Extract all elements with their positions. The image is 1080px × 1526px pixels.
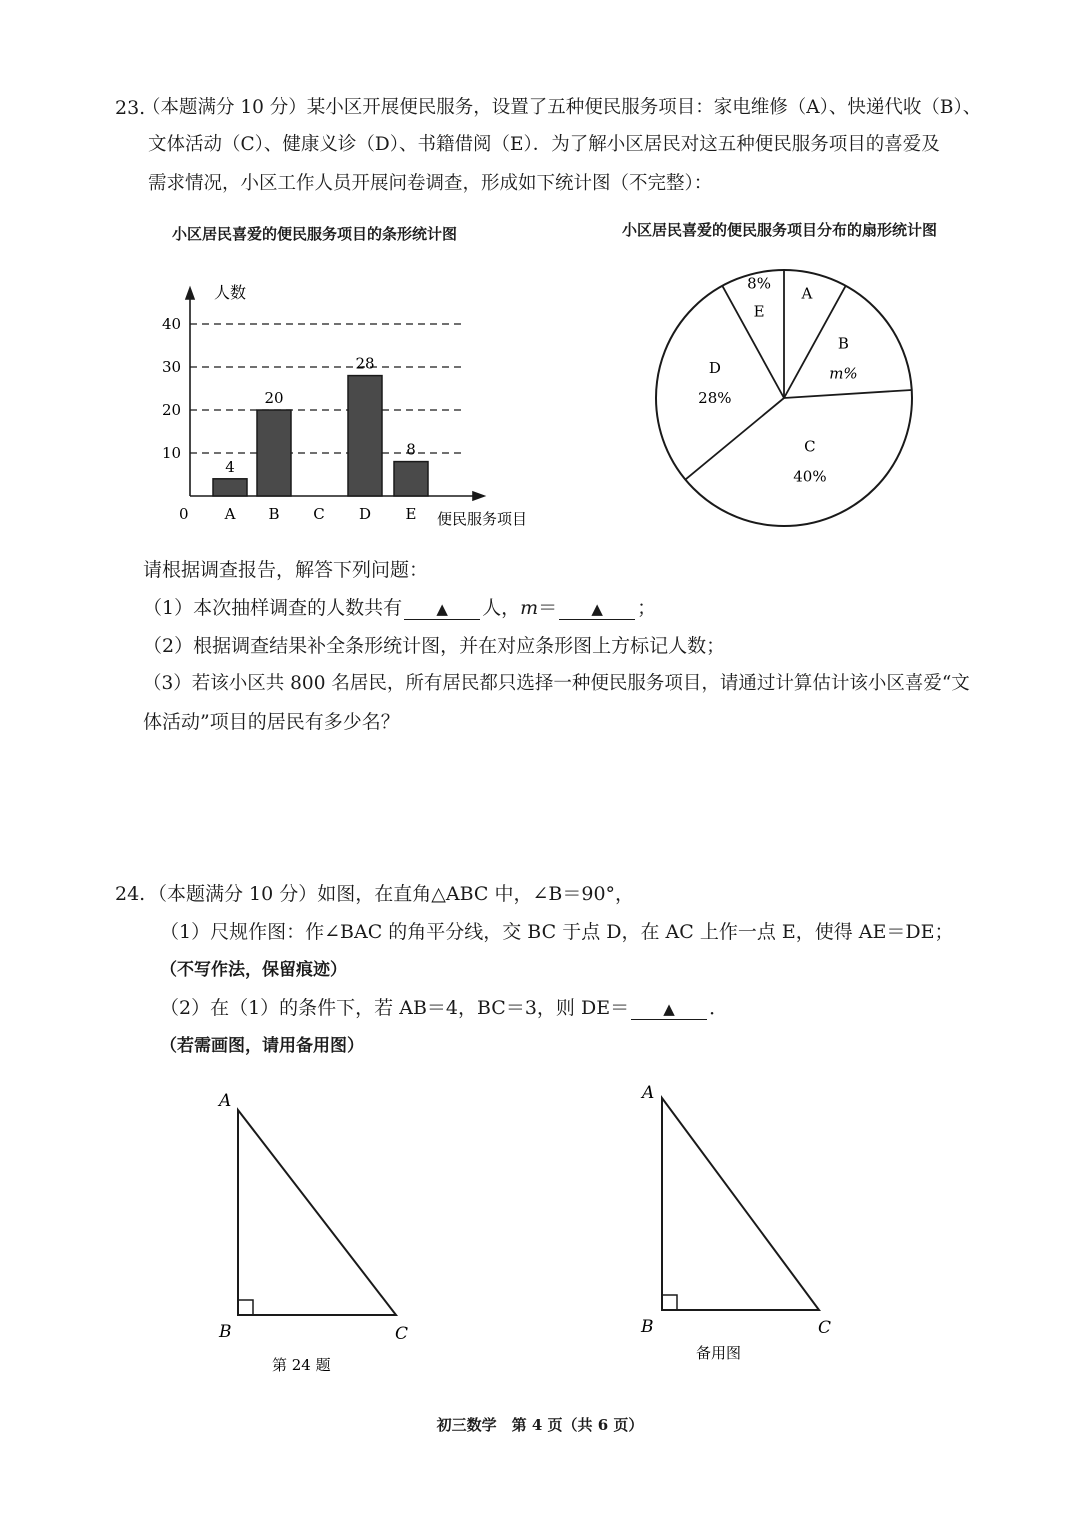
pie-label-A: A <box>801 284 813 303</box>
data-label-B: 20 <box>264 389 284 407</box>
right-angle-mark <box>238 1300 253 1315</box>
x-tick-label-B: B <box>268 505 280 523</box>
triangle-abc-spare <box>662 1098 819 1310</box>
q23-sub3-line1: （3）若该小区共 800 名居民，所有居民都只选择一种便民服务项目，请通过计算估计该小区喜爱“文 <box>143 673 970 694</box>
q23-line2: 文体活动（C）、健康义诊（D）、书籍借阅（E）．为了解小区居民对这五种便民服务项目的喜爱及 <box>148 134 940 155</box>
q23-sub1-end: ； <box>637 597 657 619</box>
q24-sub1: （1）尺规作图：作∠BAC 的角平分线，交 BC 于点 D，在 AC 上作一点 E，使得 AE＝DE； <box>160 921 954 943</box>
q23-line3: 需求情况，小区工作人员开展问卷调查，形成如下统计图（不完整）： <box>148 173 713 194</box>
bar-D <box>348 376 382 496</box>
q23-sub1-text: （1）本次抽样调查的人数共有 <box>143 597 403 619</box>
bar-B <box>257 410 291 496</box>
q23-intro: 请根据调查报告，解答下列问题： <box>143 559 429 581</box>
vertex-a-label: A <box>219 1091 232 1111</box>
fig2-caption: 备用图 <box>696 1344 742 1362</box>
page-footer: 初三数学 第 4 页（共 6 页） <box>436 1416 644 1434</box>
origin-label: 0 <box>179 505 189 523</box>
x-axis-label: 便民服务项目 <box>437 510 528 528</box>
x-tick-label-A: A <box>224 505 236 523</box>
pie-label-C: C <box>804 437 816 456</box>
right-angle-mark-spare <box>662 1295 677 1310</box>
q24-note1: （不写作法，保留痕迹） <box>160 960 347 980</box>
q24-number: 24. <box>115 883 146 905</box>
q24-sub2-text: （2）在（1）的条件下，若 AB＝4，BC＝3，则 DE＝ <box>160 997 630 1019</box>
data-label-E: 8 <box>406 440 416 459</box>
answer-blank-count[interactable] <box>404 598 480 620</box>
q23-sub3-line2: 体活动”项目的居民有多少名？ <box>143 711 400 733</box>
pie-label-B: B <box>837 334 849 353</box>
blank-triangle-icon: ▲ <box>663 1000 675 1018</box>
bar-E <box>394 462 428 496</box>
q24-sub2-end: ． <box>709 997 729 1019</box>
q24-note2: （若需画图，请用备用图） <box>160 1036 364 1056</box>
triangle-figure-spare <box>624 1072 864 1392</box>
pie-value-B: m% <box>829 364 858 383</box>
q23-sub1-unit: 人， <box>482 597 521 619</box>
triangle-figure-main <box>200 1080 440 1400</box>
q23-sub1-eq: ＝ <box>538 597 558 619</box>
y-tick-label-10: 10 <box>162 444 182 462</box>
bar-A <box>213 479 247 496</box>
vertex-c-label: C <box>395 1324 409 1344</box>
pie-value-D: 28% <box>698 388 732 407</box>
pie-value-C: 40% <box>793 467 827 486</box>
pie-label-D: D <box>708 358 721 377</box>
vertex-b-label-spare: B <box>641 1317 654 1337</box>
triangle-abc <box>238 1110 396 1315</box>
bar-chart-title: 小区居民喜爱的便民服务项目的条形统计图 <box>172 225 458 243</box>
answer-blank-m[interactable] <box>559 598 635 620</box>
x-tick-label-E: E <box>405 505 417 523</box>
q24-sub2 <box>160 996 728 1020</box>
bar-chart <box>150 270 570 540</box>
y-axis-label: 人数 <box>214 283 247 302</box>
q23-sub1 <box>143 596 656 620</box>
y-tick-label-40: 40 <box>162 315 182 333</box>
pie-value-E: 8% <box>747 274 771 293</box>
q23-sub2: （2）根据调查结果补全条形统计图，并在对应条形图上方标记人数； <box>143 635 726 657</box>
vertex-a-label-spare: A <box>642 1083 655 1103</box>
y-tick-label-20: 20 <box>162 401 182 419</box>
q24-line1: （本题满分 10 分）如图，在直角△ABC 中，∠B＝90°， <box>148 883 635 905</box>
pie-chart <box>642 258 922 538</box>
pie-chart-title: 小区居民喜爱的便民服务项目分布的扇形统计图 <box>622 221 938 239</box>
vertex-b-label: B <box>219 1322 232 1342</box>
y-tick-label-30: 30 <box>162 358 182 376</box>
q23-sub1-m: m <box>520 597 539 619</box>
data-label-D: 28 <box>355 354 375 373</box>
x-tick-label-D: D <box>358 505 372 523</box>
y-axis-arrow <box>186 288 194 299</box>
blank-triangle-icon: ▲ <box>591 600 603 618</box>
vertex-c-label-spare: C <box>818 1318 832 1338</box>
x-tick-label-C: C <box>313 505 325 523</box>
answer-blank-de[interactable] <box>631 998 707 1020</box>
pie-label-E: E <box>753 302 765 321</box>
data-label-A: 4 <box>225 457 235 476</box>
blank-triangle-icon: ▲ <box>436 600 448 618</box>
x-axis-arrow <box>473 492 484 500</box>
fig1-caption: 第 24 题 <box>272 1356 331 1374</box>
q23-number: 23. <box>115 97 146 119</box>
q23-line1: （本题满分 10 分）某小区开展便民服务，设置了五种便民服务项目：家电维修（A）、快递代收（B）、 <box>142 97 982 118</box>
